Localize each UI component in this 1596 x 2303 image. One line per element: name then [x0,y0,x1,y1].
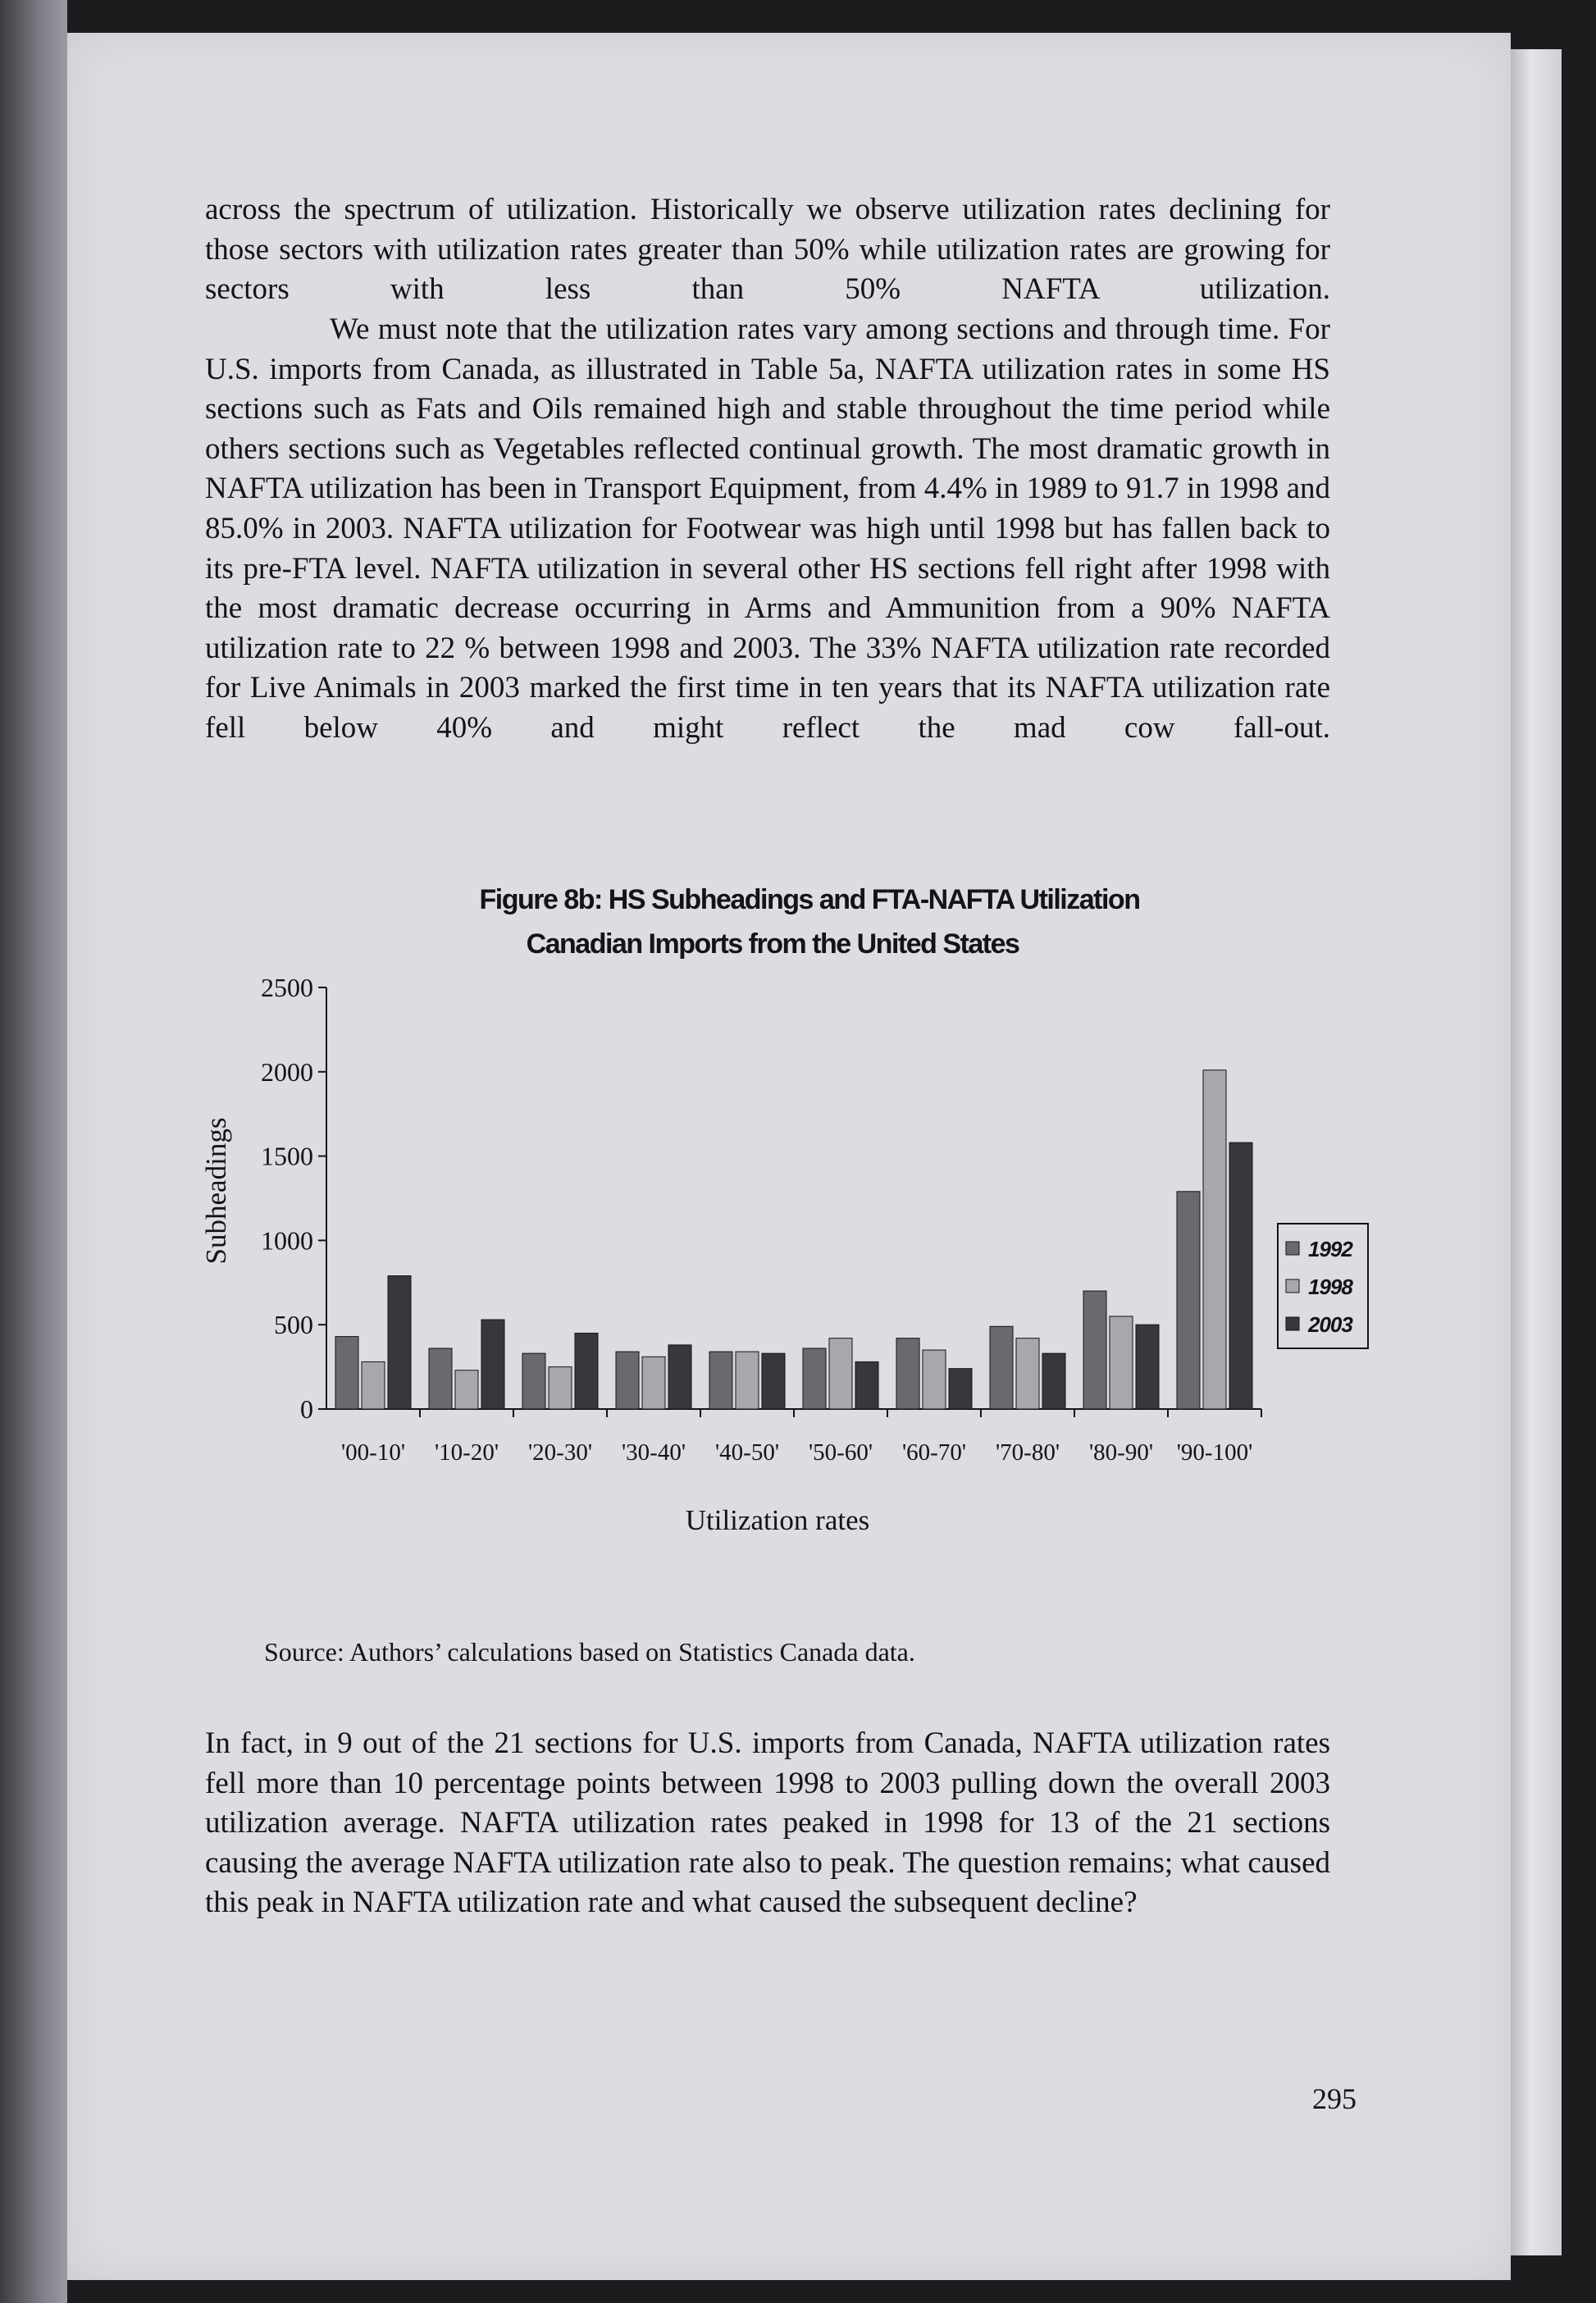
legend-label-2003: 2003 [1308,1312,1352,1337]
page-number: 295 [1312,2082,1357,2115]
bar-2003 [1136,1325,1159,1409]
x-tick-label: '60-70' [901,1439,967,1466]
x-tick-label: '00-10' [340,1439,406,1466]
legend-label-1998: 1998 [1308,1275,1352,1299]
bar-2003 [949,1369,972,1409]
bar-1992 [429,1348,452,1409]
bar-2003 [1229,1142,1252,1409]
bar-1992 [616,1352,639,1409]
y-tick-label: 0 [300,1394,313,1424]
chart-title: Figure 8b: HS Subheadings and FTA-NAFTA Utilization [479,884,1140,915]
paragraph-3: In fact, in 9 out of the 21 sections for U.S. imports from Canada, NAFTA utilization rates fell more than 10 percentage points between 1998 to 2003 pulling down the overall 2003 utilization average. NAFTA utilization rates peaked in 1998 for 13 of the 21 sections causing the average NAFTA utilization rate also to peak. The question remains; what caused this peak in NAFTA utilization rate and what caused the subsequent decline? [205,1726,1330,1920]
y-tick-label: 2500 [261,973,313,1002]
bar-2003 [575,1333,598,1409]
y-axis-title: Subheadings [200,1117,232,1265]
bar-2003 [1042,1353,1065,1409]
bar-1998 [455,1370,478,1409]
bar-1992 [709,1352,732,1409]
legend-label-1992: 1992 [1308,1237,1352,1261]
bar-1998 [362,1361,385,1409]
paragraph-2: We must note that the utilization rates vary among sections and through time. For U.S. imports from Canada, as illustrated in Table 5a, NAFTA utilization rates in some HS sections such as Fats and Oils remained high and stable throughout the time period while others sections such as Vegetables reflected continual growth. The most dramatic growth in NAFTA utilization has been in Transport Equipment, from 4.4% in 1989 to 91.7 in 1998 and 85.0% in 2003. NAFTA utilization for Footwear was high until 1998 but has fallen back to its pre-FTA level. NAFTA utilization in several other HS sections fell right after 1998 with the most dramatic decrease occurring in Arms and Ammunition from a 90% NAFTA utilization rate to 22 % between 1998 and 2003. The 33% NAFTA utilization rate recorded for Live Animals in 2003 marked the first time in ten years that its NAFTA utilization rate fell below 40% and might reflect the mad cow fall-out. [205,312,1330,745]
bar-1992 [1177,1192,1200,1409]
figure-source: Source: Authors’ calculations based on Statistics Canada data. [264,1637,915,1667]
legend-swatch-1998 [1286,1279,1299,1293]
bar-1998 [1110,1316,1133,1409]
bar-1992 [896,1338,919,1409]
chart-subtitle: Canadian Imports from the United States [526,928,1019,960]
bar-1998 [829,1338,852,1409]
bar-1998 [923,1350,946,1409]
bar-1998 [642,1357,665,1409]
bar-1998 [549,1367,572,1409]
x-tick-label: '50-60' [808,1439,873,1466]
x-tick-label: '10-20' [434,1439,499,1466]
bar-2003 [668,1345,691,1409]
bar-2003 [481,1320,504,1409]
x-tick-label: '90-100' [1176,1439,1253,1466]
x-tick-label: '80-90' [1088,1439,1154,1466]
bar-1998 [1016,1338,1039,1409]
x-axis-title: Utilization rates [685,1504,870,1536]
y-tick-label: 2000 [261,1056,313,1087]
x-tick-label: '30-40' [621,1439,686,1466]
y-tick-label: 1500 [261,1141,313,1171]
bar-1998 [1203,1070,1226,1409]
x-tick-label: '40-50' [714,1439,780,1466]
bar-1992 [1083,1291,1106,1409]
bar-1992 [522,1353,545,1409]
bar-2003 [855,1361,878,1409]
bar-1992 [803,1348,826,1409]
bar-2003 [388,1276,411,1409]
legend-swatch-2003 [1286,1317,1299,1330]
y-tick-label: 500 [274,1310,313,1340]
bar-1998 [736,1352,759,1409]
x-tick-label: '70-80' [995,1439,1060,1466]
paragraph-1: across the spectrum of utilization. Historically we observe utilization rates declining for those sectors with utilization rates greater than 50% while utilization rates are growing for sectors with less than 50% NAFTA utilization. [205,193,1330,307]
bar-1992 [990,1326,1013,1409]
legend-swatch-1992 [1286,1242,1299,1255]
bar-2003 [762,1353,785,1409]
legend [1278,1224,1368,1348]
plot-area [261,973,1261,1466]
bar-1992 [335,1337,358,1409]
x-tick-label: '20-30' [527,1439,593,1466]
y-tick-label: 1000 [261,1225,313,1256]
